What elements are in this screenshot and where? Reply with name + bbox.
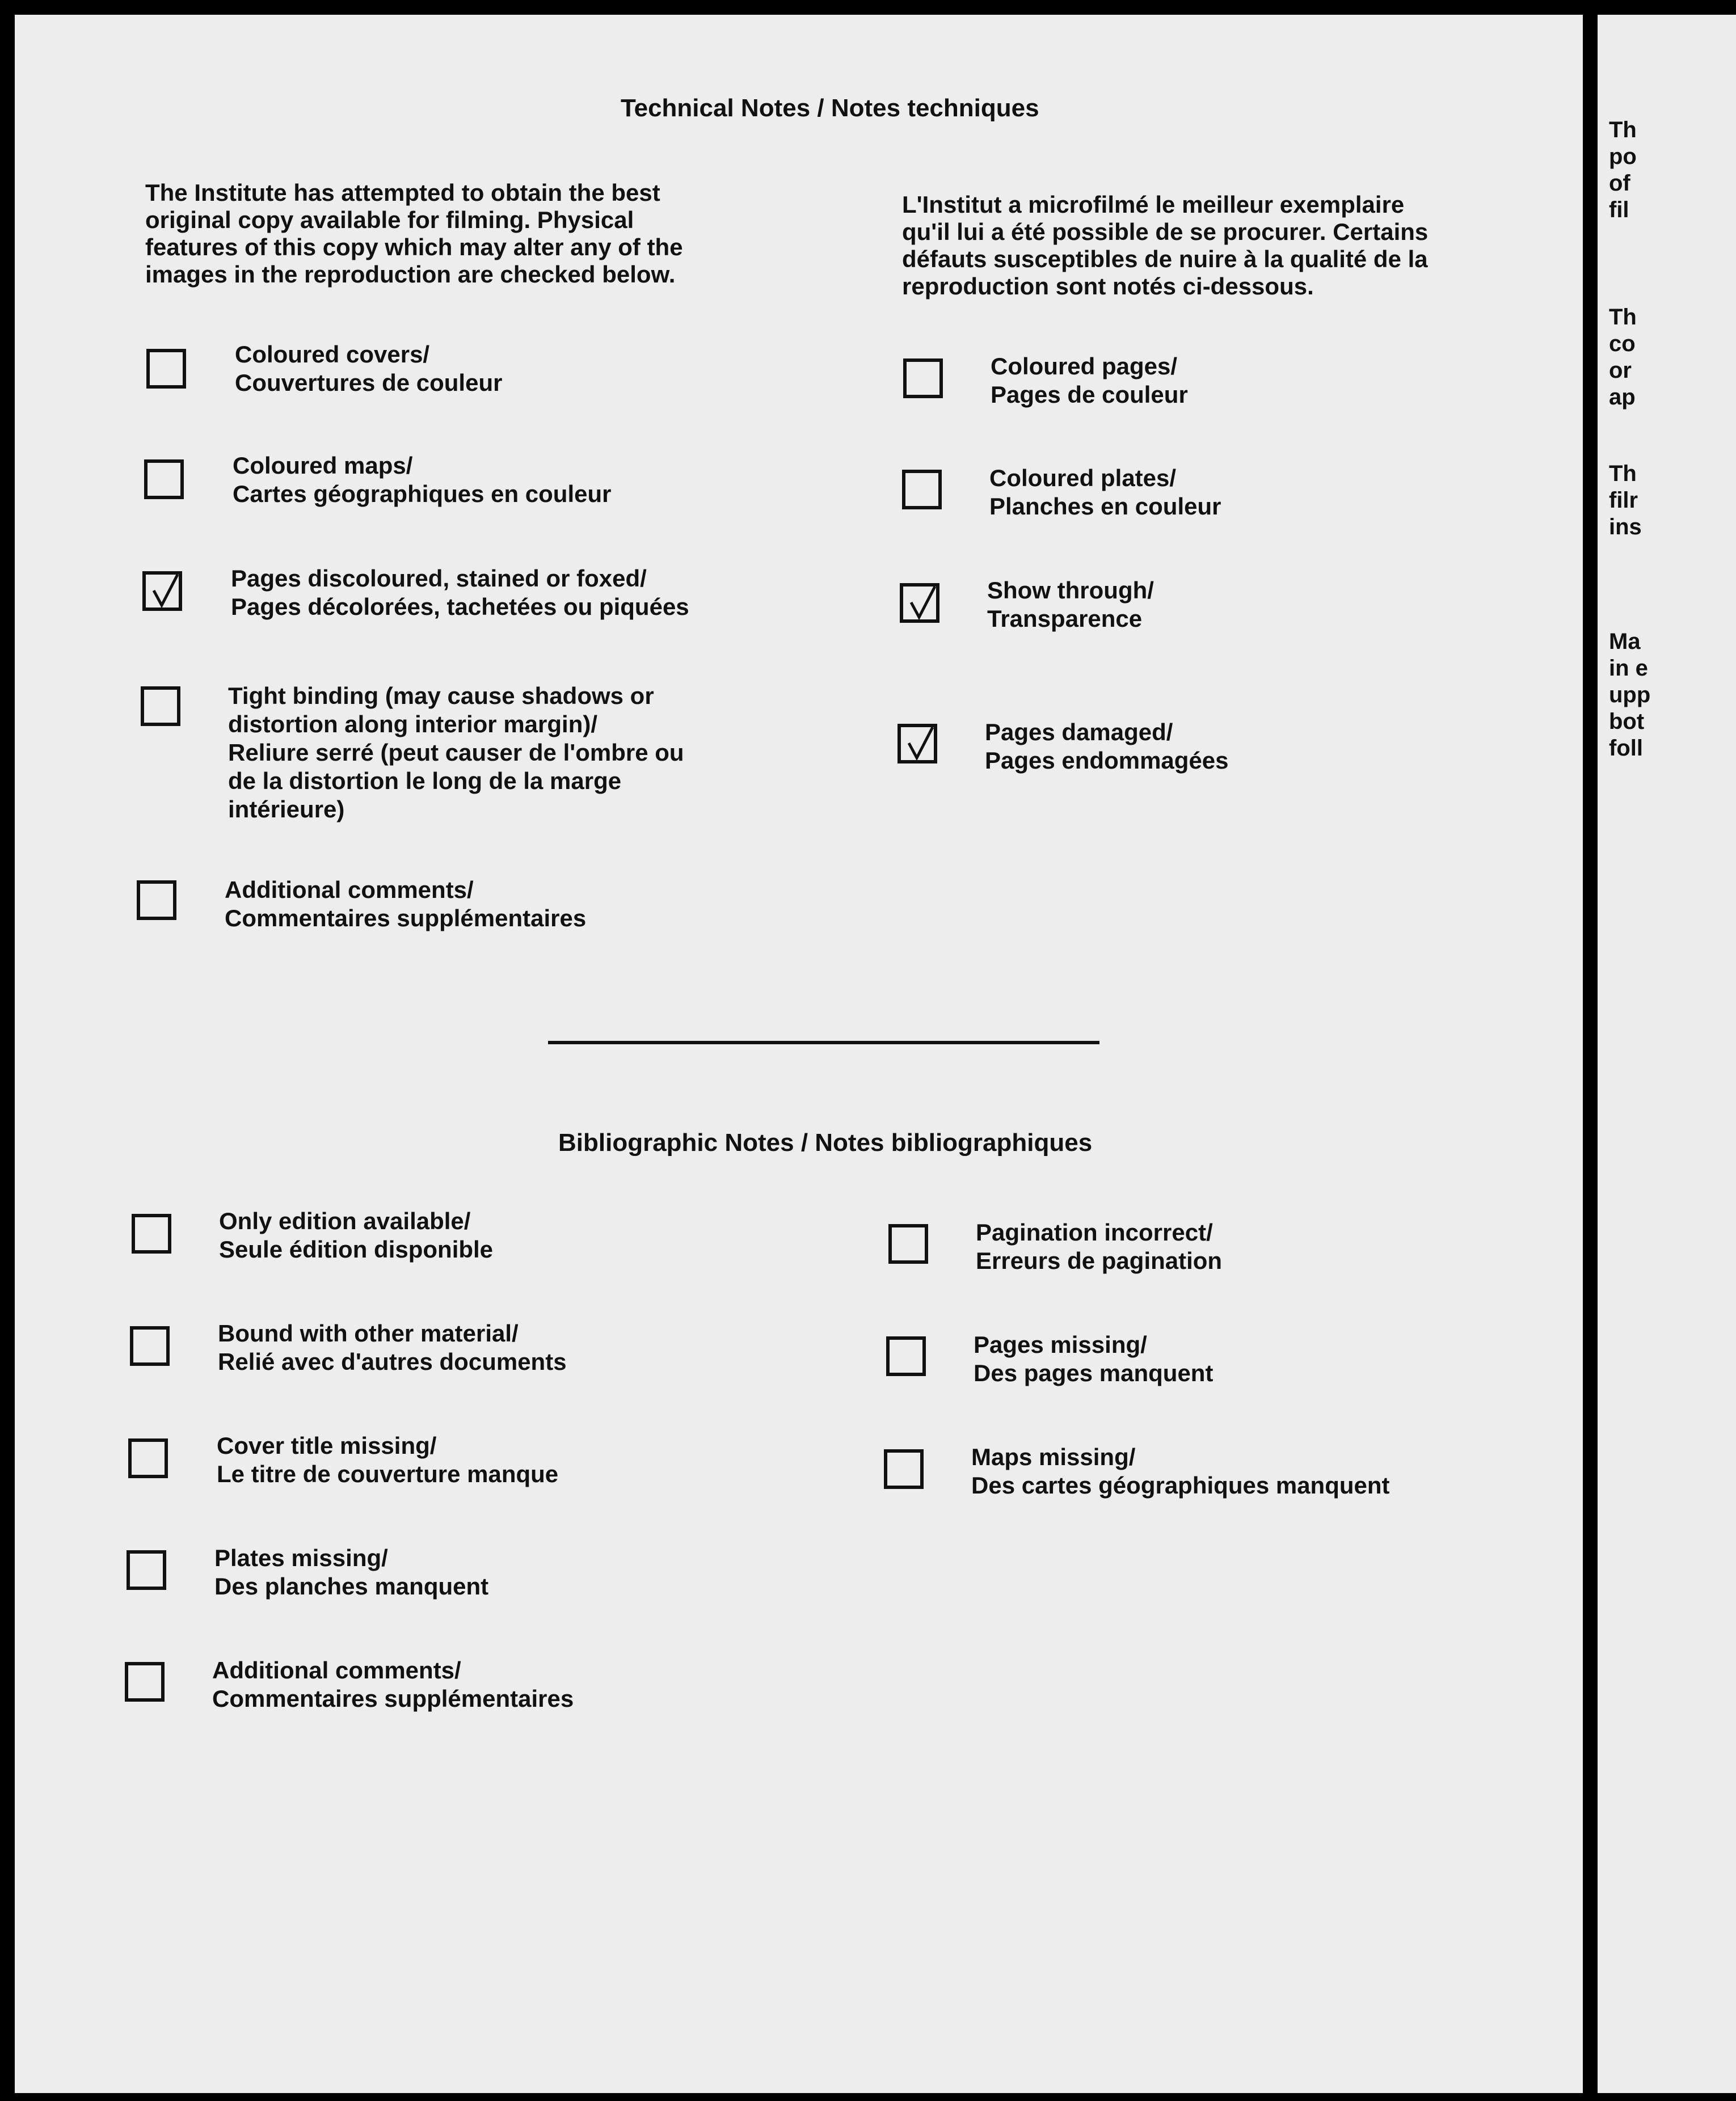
page-gutter [1583,15,1598,2093]
pages-missing-checkbox[interactable] [886,1336,926,1376]
coloured-covers-checkbox[interactable] [146,349,186,389]
bibliographic-notes-title: Bibliographic Notes / Notes bibliographiques [558,1129,1093,1157]
only-edition-checkbox[interactable] [132,1214,171,1254]
pages-damaged-label: Pages damaged/ Pages endommagées [985,719,1229,774]
adjacent-page-text-3: Th filr ins [1609,461,1642,539]
pages-damaged-checkbox[interactable] [898,724,937,763]
tight-binding-checkbox[interactable] [141,686,180,726]
coloured-plates-label: Coloured plates/ Planches en couleur [989,465,1221,520]
pages-discoloured-label: Pages discoloured, stained or foxed/ Pages décolorées, tachetées ou piquées [231,565,689,620]
additional-comments-technical-label: Additional comments/ Commentaires supplémentaires [225,876,587,931]
section-divider [548,1041,1099,1044]
only-edition-label: Only edition available/ Seule édition disponible [219,1208,494,1263]
coloured-maps-label: Coloured maps/ Cartes géographiques en couleur [233,452,612,507]
checkmark-icon [905,726,935,762]
checkmark-icon [908,585,937,622]
bound-with-checkbox[interactable] [130,1326,170,1366]
pages-missing-label: Pages missing/ Des pages manquent [974,1331,1213,1386]
plates-missing-checkbox[interactable] [127,1550,166,1590]
show-through-checkbox[interactable] [900,583,939,623]
checkmark-icon [150,573,180,610]
pagination-incorrect-checkbox[interactable] [888,1224,928,1264]
tight-binding-label: Tight binding (may cause shadows or distortion along interior margin)/ Reliure serré (peut causer de l'ombre ou de la distortion le long de la marge intérieure) [228,682,684,822]
show-through-label: Show through/ Transparence [987,577,1154,632]
coloured-pages-label: Coloured pages/ Pages de couleur [991,353,1188,408]
additional-comments-technical-checkbox[interactable] [137,880,176,920]
additional-comments-bibliographic-checkbox[interactable] [125,1662,165,1702]
intro-english: The Institute has attempted to obtain the best original copy available for filming. Physical features of this copy which may alter any of the images in the reproduction are checked below. [145,179,683,288]
coloured-pages-checkbox[interactable] [903,358,943,398]
adjacent-page-text-2: Th co or ap [1609,305,1637,410]
coloured-covers-label: Coloured covers/ Couvertures de couleur [235,341,503,396]
cover-title-missing-checkbox[interactable] [128,1438,168,1478]
plates-missing-label: Plates missing/ Des planches manquent [214,1545,489,1600]
adjacent-page-text-4: Ma in e upp bot foll [1609,629,1651,761]
maps-missing-checkbox[interactable] [884,1449,924,1489]
pages-discoloured-checkbox[interactable] [142,571,182,611]
cover-title-missing-label: Cover title missing/ Le titre de couverture manque [217,1432,559,1487]
adjacent-page-text-1: Th po of fil [1609,117,1637,222]
intro-french: L'Institut a microfilmé le meilleur exemplaire qu'il lui a été possible de se procurer. Certains défauts susceptibles de nuire à la qualité de la reproduction sont notés ci-dessous. [902,191,1429,299]
coloured-maps-checkbox[interactable] [144,459,184,499]
coloured-plates-checkbox[interactable] [902,470,942,509]
pagination-incorrect-label: Pagination incorrect/ Erreurs de pagination [976,1219,1223,1274]
technical-notes-page [15,15,1583,2093]
additional-comments-bibliographic-label: Additional comments/ Commentaires supplémentaires [212,1657,574,1712]
adjacent-page [1598,15,1736,2093]
maps-missing-label: Maps missing/ Des cartes géographiques manquent [971,1444,1390,1499]
bound-with-label: Bound with other material/ Relié avec d'autres documents [218,1320,567,1375]
technical-notes-title: Technical Notes / Notes techniques [621,94,1039,122]
